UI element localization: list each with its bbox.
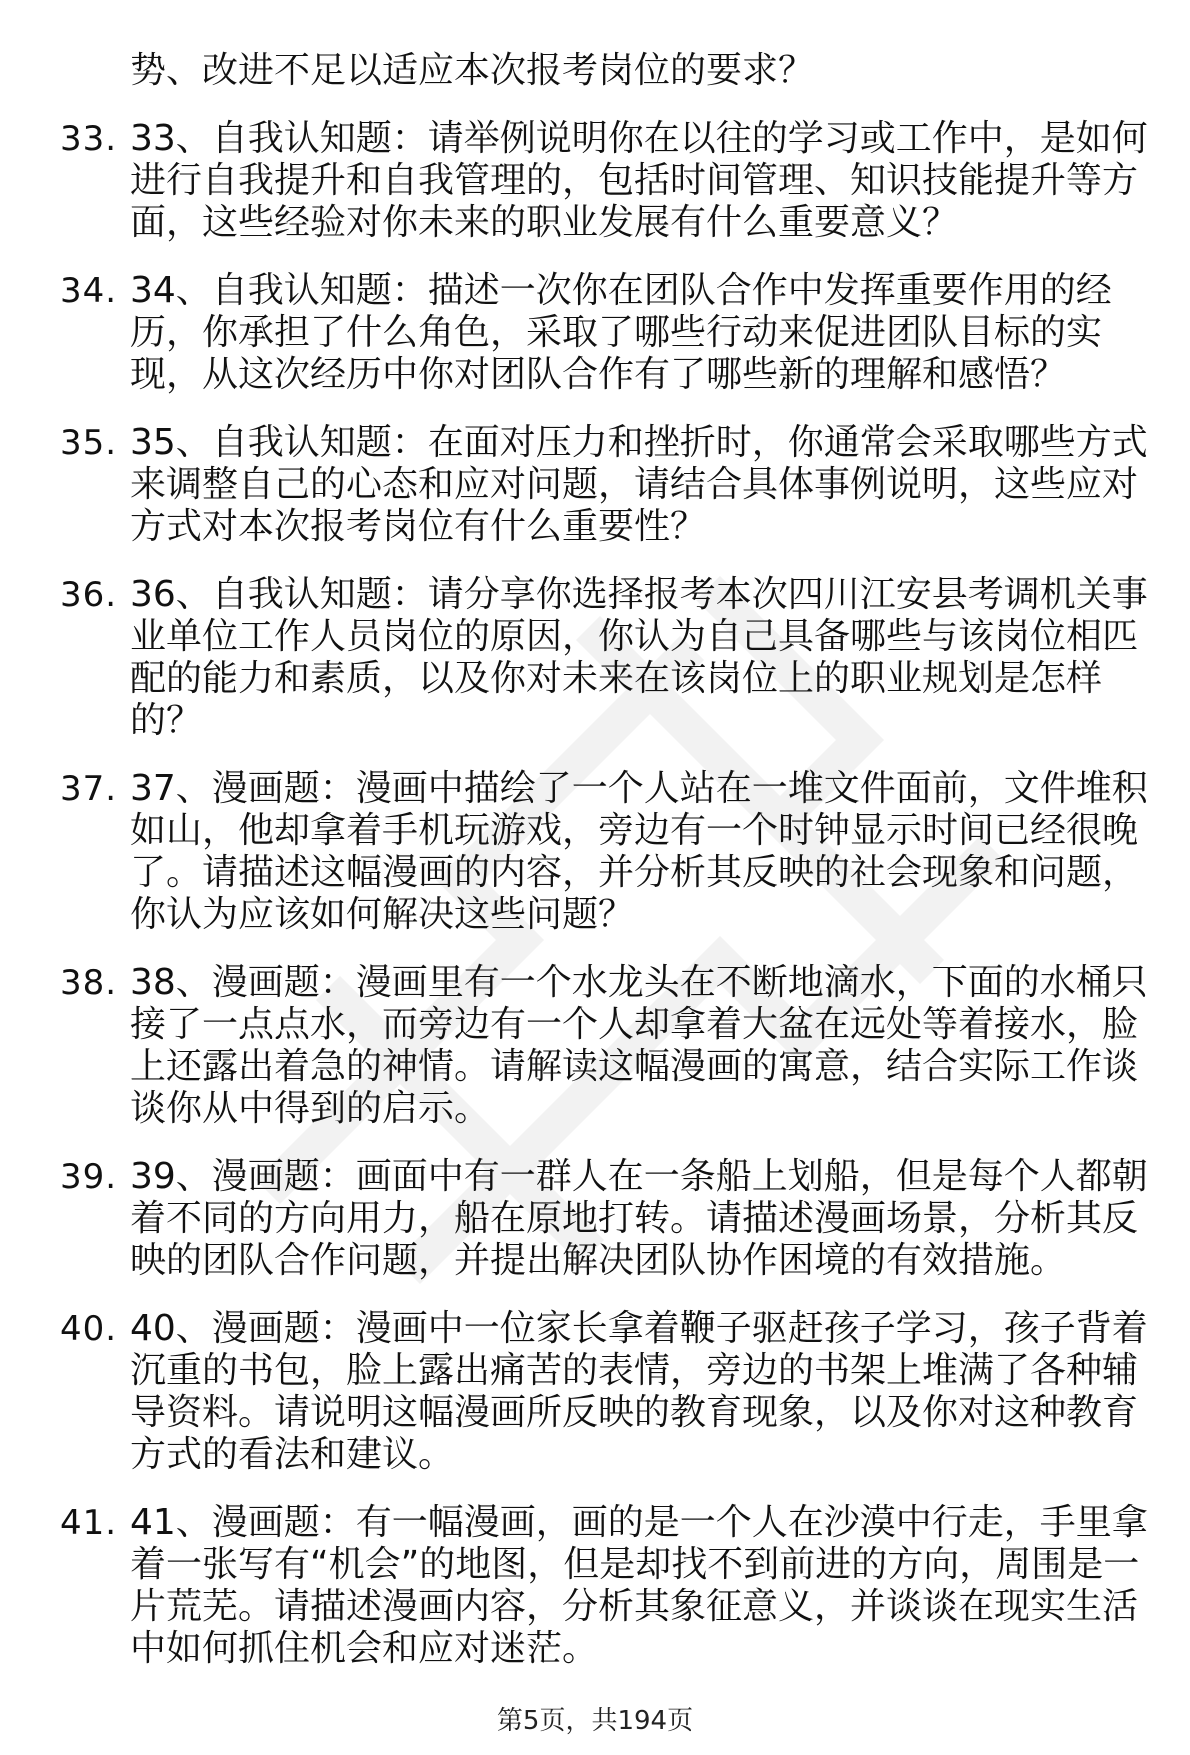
- item-number: 34.: [60, 271, 118, 311]
- page-number-footer: 第5页，共194页: [496, 1706, 694, 1736]
- item-number: 40.: [60, 1309, 118, 1349]
- list-item: [60, 422, 1150, 548]
- item-number: 36.: [60, 575, 118, 615]
- item-text: 36、自我认知题：请分享你选择报考本次四川江安县考调机关事业单位工作人员岗位的原因，你认为自己具备哪些与该岗位相匹配的能力和素质，以及你对未来在该岗位上的职业规划是怎样的？: [130, 574, 1148, 741]
- item-number: 41.: [60, 1503, 118, 1543]
- item-text: 33、自我认知题：请举例说明你在以往的学习或工作中，是如何进行自我提升和自我管理的，包括时间管理、知识技能提升等方面，这些经验对你未来的职业发展有什么重要意义？: [130, 118, 1148, 243]
- item-text: 41、漫画题：有一幅漫画，画的是一个人在沙漠中行走，手里拿着一张写有“机会”的地图，但是却找不到前进的方向，周围是一片荒芜。请描述漫画内容，分析其象征意义，并谈谈在现实生活中如何抓住机会和应对迷茫。: [130, 1502, 1148, 1669]
- item-number: 38.: [60, 963, 118, 1003]
- item-number: 35.: [60, 423, 118, 463]
- list-item: [60, 574, 1150, 742]
- item-text: 34、自我认知题：描述一次你在团队合作中发挥重要作用的经历，你承担了什么角色，采取了哪些行动来促进团队目标的实现，从这次经历中你对团队合作有了哪些新的理解和感悟？: [130, 270, 1112, 395]
- item-text: 39、漫画题：画面中有一群人在一条船上划船，但是每个人都朝着不同的方向用力，船在原地打转。请描述漫画场景，分析其反映的团队合作问题，并提出解决团队协作困境的有效措施。: [130, 1156, 1148, 1281]
- continuation-text: 势、改进不足以适应本次报考岗位的要求？: [130, 50, 815, 91]
- list-item: [60, 1502, 1150, 1670]
- item-text: 40、漫画题：漫画中一位家长拿着鞭子驱赶孩子学习，孩子背着沉重的书包，脸上露出痛苦的表情，旁边的书架上堆满了各种辅导资料。请说明这幅漫画所反映的教育现象，以及你对这种教育方式的看法和建议。: [130, 1308, 1148, 1475]
- list-item: [60, 1308, 1150, 1476]
- question-list: [60, 50, 1150, 1696]
- item-number: 37.: [60, 769, 118, 809]
- list-item: [60, 1156, 1150, 1282]
- list-item: [60, 962, 1150, 1130]
- list-item: [60, 118, 1150, 244]
- item-text: 37、漫画题：漫画中描绘了一个人站在一堆文件面前，文件堆积如山，他却拿着手机玩游戏，旁边有一个时钟显示时间已经很晚了。请描述这幅漫画的内容，并分析其反映的社会现象和问题，你认为应该如何解决这些问题？: [130, 768, 1148, 935]
- list-item: [60, 270, 1150, 396]
- list-item: [60, 768, 1150, 936]
- item-text: 38、漫画题：漫画里有一个水龙头在不断地滴水，下面的水桶只接了一点点水，而旁边有一个人却拿着大盆在远处等着接水，脸上还露出着急的神情。请解读这幅漫画的寓意，结合实际工作谈谈你从中得到的启示。: [130, 962, 1148, 1129]
- item-number: 39.: [60, 1157, 118, 1197]
- item-number: 33.: [60, 119, 118, 159]
- item-text: 35、自我认知题：在面对压力和挫折时，你通常会采取哪些方式来调整自己的心态和应对问题，请结合具体事例说明，这些应对方式对本次报考岗位有什么重要性？: [130, 422, 1148, 547]
